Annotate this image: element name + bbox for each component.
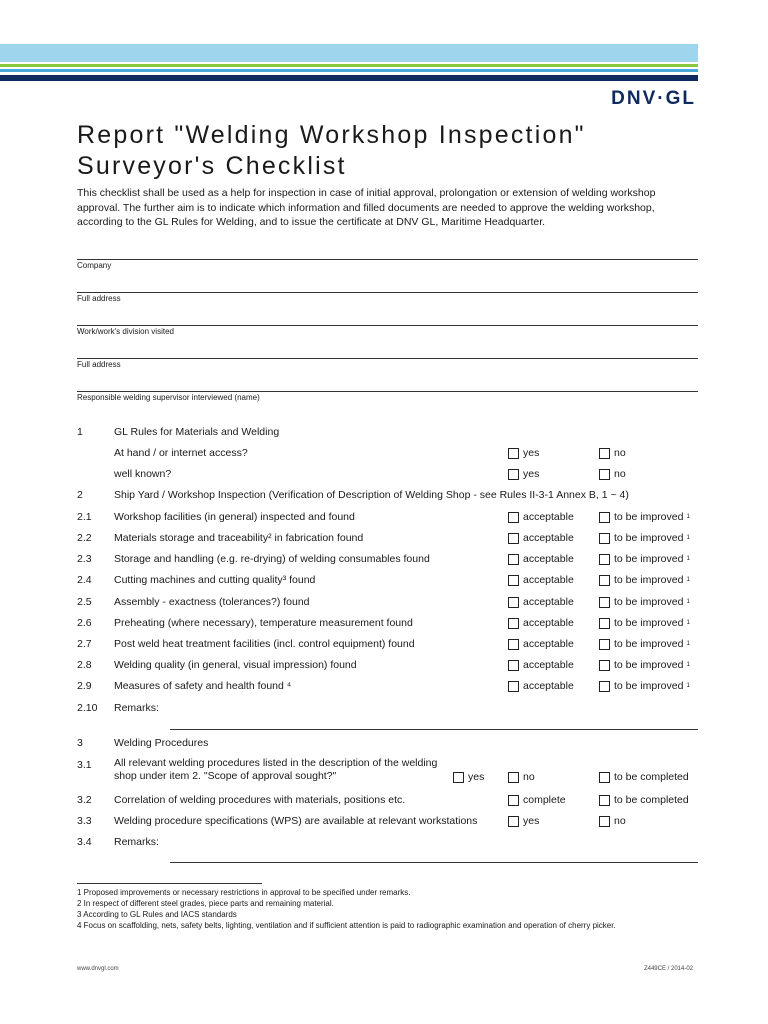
checkbox-square[interactable] xyxy=(599,597,610,608)
checkbox-square[interactable] xyxy=(599,795,610,806)
row-number: 2.6 xyxy=(77,617,92,629)
checkbox-square[interactable] xyxy=(508,469,519,480)
checkbox-acceptable[interactable] xyxy=(508,574,574,587)
row-3-2 xyxy=(77,792,698,808)
footnote-ref: 1 xyxy=(686,683,690,689)
row-label: Post weld heat treatment facilities (incl. control equipment) found xyxy=(114,638,415,650)
option-label: acceptable xyxy=(523,574,574,586)
checkbox-square[interactable] xyxy=(508,448,519,459)
row-number: 3.1 xyxy=(77,759,92,771)
row-label: Assembly - exactness (tolerances?) found xyxy=(114,596,310,608)
row-label: Remarks: xyxy=(114,702,159,714)
row-2-2 xyxy=(77,530,698,546)
row-number: 2.2 xyxy=(77,532,92,544)
checkbox-to-be-improved[interactable] xyxy=(599,638,690,651)
row-at-hand xyxy=(77,445,698,461)
option-label: yes xyxy=(523,447,540,459)
checkbox-square[interactable] xyxy=(599,448,610,459)
header-band-green xyxy=(0,64,698,67)
checkbox-square[interactable] xyxy=(508,816,519,827)
header-band-blue xyxy=(0,69,698,72)
checkbox-acceptable[interactable] xyxy=(508,659,574,672)
footnote-2: 2 In respect of different steel grades, piece parts and remaining material. xyxy=(77,899,334,908)
row-label: Welding procedure specifications (WPS) are available at relevant workstations xyxy=(114,815,478,827)
row-label: Welding quality (in general, visual impression) found xyxy=(114,659,357,671)
checkbox-to-be-improved[interactable] xyxy=(599,553,690,566)
checkbox-acceptable[interactable] xyxy=(508,553,574,566)
field-company[interactable]: Company xyxy=(77,259,698,270)
checkbox-square[interactable] xyxy=(599,533,610,544)
option-label: acceptable xyxy=(523,532,574,544)
checkbox-acceptable[interactable] xyxy=(508,596,574,609)
checkbox-square[interactable] xyxy=(599,618,610,629)
footnote-ref: 1 xyxy=(686,535,690,541)
checkbox-complete[interactable] xyxy=(508,794,566,807)
option-label: to be improved xyxy=(614,553,684,565)
footnote-divider xyxy=(77,883,262,884)
option-label: to be improved xyxy=(614,659,684,671)
checkbox-to-be-improved[interactable] xyxy=(599,596,690,609)
intro-paragraph: This checklist shall be used as a help for inspection in case of initial approval, prolongation or extension of welding workshop approval. The further aim is to indicate which information and filled documents are needed to approve the welding workshop, according to the GL Rules for Welding, and to issue the certificate at DNV GL, Maritime Headquarter. xyxy=(77,187,656,228)
field-welding-supervisor[interactable]: Responsible welding supervisor interviewed (name) xyxy=(77,391,698,402)
row-2-5 xyxy=(77,594,698,610)
checkbox-square[interactable] xyxy=(508,533,519,544)
footnote-ref: 1 xyxy=(686,514,690,520)
option-label: to be completed xyxy=(614,794,689,806)
checkbox-square[interactable] xyxy=(508,772,519,783)
row-number: 2.4 xyxy=(77,574,92,586)
row-2-3 xyxy=(77,551,698,567)
checkbox-to-be-improved[interactable] xyxy=(599,617,690,630)
section-3-heading xyxy=(77,735,698,751)
option-label: acceptable xyxy=(523,553,574,565)
checkbox-square[interactable] xyxy=(599,469,610,480)
section-number: 3 xyxy=(77,737,83,749)
checkbox-square[interactable] xyxy=(599,660,610,671)
option-label: acceptable xyxy=(523,511,574,523)
checkbox-square[interactable] xyxy=(508,795,519,806)
page-title xyxy=(77,120,586,182)
option-label: acceptable xyxy=(523,596,574,608)
option-label: yes xyxy=(468,771,485,783)
option-label: to be improved xyxy=(614,638,684,650)
option-label: no xyxy=(614,468,626,480)
field-full-address[interactable]: Full address xyxy=(77,292,698,303)
row-label-line-1: All relevant welding procedures listed in the description of the welding xyxy=(114,757,438,769)
checkbox-to-be-improved[interactable] xyxy=(599,659,690,672)
row-label xyxy=(114,757,437,783)
footnote-ref: 1 xyxy=(686,662,690,668)
checkbox-yes[interactable] xyxy=(508,468,539,481)
checkbox-to-be-completed[interactable] xyxy=(599,771,689,784)
row-number: 2.8 xyxy=(77,659,92,671)
row-2-1 xyxy=(77,509,698,525)
checkbox-square[interactable] xyxy=(508,618,519,629)
row-label: Measures of safety and health found ⁴ xyxy=(114,680,292,692)
row-number: 2.3 xyxy=(77,553,92,565)
row-2-4 xyxy=(77,572,698,588)
checkbox-yes[interactable] xyxy=(508,447,539,460)
checkbox-no[interactable] xyxy=(599,468,626,481)
row-number: 2.10 xyxy=(77,702,98,714)
row-3-4-remarks xyxy=(77,834,698,850)
footer-doc-code: Z449CE / 2014-02 xyxy=(643,966,693,972)
option-label: no xyxy=(523,771,535,783)
checkbox-square[interactable] xyxy=(599,575,610,586)
checkbox-to-be-improved[interactable] xyxy=(599,532,690,545)
footnote-ref: 1 xyxy=(686,599,690,605)
option-label: no xyxy=(614,815,626,827)
footnote-3: 3 According to GL Rules and IACS standards xyxy=(77,910,237,919)
row-2-9 xyxy=(77,678,698,694)
checkbox-square[interactable] xyxy=(508,639,519,650)
option-label: to be improved xyxy=(614,596,684,608)
checkbox-to-be-improved[interactable] xyxy=(599,511,690,524)
checkbox-square[interactable] xyxy=(508,681,519,692)
row-number: 2.1 xyxy=(77,511,92,523)
option-label: complete xyxy=(523,794,566,806)
checkbox-to-be-improved[interactable] xyxy=(599,680,690,693)
title-line-2: Surveyor's Checklist xyxy=(77,152,347,180)
checkbox-acceptable[interactable] xyxy=(508,638,574,651)
checkbox-no[interactable] xyxy=(599,447,626,460)
footnote-ref: 1 xyxy=(686,556,690,562)
checkbox-yes[interactable] xyxy=(508,815,539,828)
checkbox-square[interactable] xyxy=(508,512,519,523)
row-2-7 xyxy=(77,636,698,652)
option-label: acceptable xyxy=(523,680,574,692)
checkbox-square[interactable] xyxy=(508,575,519,586)
option-label: to be improved xyxy=(614,574,684,586)
section-2-heading xyxy=(77,487,698,503)
section-number: 1 xyxy=(77,426,83,438)
row-2-6 xyxy=(77,615,698,631)
checkbox-acceptable[interactable] xyxy=(508,617,574,630)
option-label: acceptable xyxy=(523,638,574,650)
section-number: 2 xyxy=(77,489,83,501)
row-label: Preheating (where necessary), temperature measurement found xyxy=(114,617,413,629)
remarks-2-input-line[interactable] xyxy=(170,729,698,730)
checkbox-to-be-improved[interactable] xyxy=(599,574,690,587)
row-label: Correlation of welding procedures with materials, positions etc. xyxy=(114,794,406,806)
checkbox-square[interactable] xyxy=(599,554,610,565)
footnote-ref: 1 xyxy=(686,577,690,583)
header-band-light-blue xyxy=(0,44,698,62)
row-label: Workshop facilities (in general) inspected and found xyxy=(114,511,355,523)
remarks-3-input-line[interactable] xyxy=(170,862,698,863)
checkbox-square[interactable] xyxy=(508,660,519,671)
option-label: to be improved xyxy=(614,511,684,523)
row-3-3 xyxy=(77,813,698,829)
option-label: to be improved xyxy=(614,680,684,692)
row-2-10-remarks xyxy=(77,700,698,716)
row-well-known xyxy=(77,466,698,482)
option-label: acceptable xyxy=(523,617,574,629)
checkbox-square[interactable] xyxy=(599,639,610,650)
checkbox-acceptable[interactable] xyxy=(508,511,574,524)
row-number: 2.5 xyxy=(77,596,92,608)
option-label: to be completed xyxy=(614,771,689,783)
option-label: to be improved xyxy=(614,617,684,629)
row-label: Storage and handling (e.g. re-drying) of welding consumables found xyxy=(114,553,430,565)
checkbox-to-be-completed[interactable] xyxy=(599,794,689,807)
option-label: acceptable xyxy=(523,659,574,671)
checkbox-square[interactable] xyxy=(599,681,610,692)
checkbox-yes[interactable] xyxy=(453,771,484,784)
option-label: to be improved xyxy=(614,532,684,544)
row-label: At hand / or internet access? xyxy=(114,447,248,459)
footnote-4: 4 Focus on scaffolding, nets, safety belts, lighting, ventilation and if sufficient attention is paid to radiographic examination and operation of cherry picker. xyxy=(77,921,616,930)
footnote-ref: 1 xyxy=(686,620,690,626)
section-1-heading xyxy=(77,424,698,440)
row-label: Cutting machines and cutting quality³ found xyxy=(114,574,316,586)
checkbox-acceptable[interactable] xyxy=(508,532,574,545)
footer-website: www.dnvgl.com xyxy=(77,966,119,972)
title-line-1: Report "Welding Workshop Inspection" xyxy=(77,121,586,149)
row-number: 2.7 xyxy=(77,638,92,650)
section-title: Ship Yard / Workshop Inspection (Verification of Description of Welding Shop - see Rules II-3-1 Annex B, 1 ~ 4) xyxy=(114,489,629,501)
section-title: GL Rules for Materials and Welding xyxy=(114,426,280,438)
checkbox-square[interactable] xyxy=(508,554,519,565)
checkbox-square[interactable] xyxy=(599,772,610,783)
checkbox-square[interactable] xyxy=(599,512,610,523)
row-label-line-2: shop under item 2. "Scope of approval sought?" xyxy=(114,770,337,782)
section-title: Welding Procedures xyxy=(114,737,209,749)
row-number: 3.2 xyxy=(77,794,92,806)
option-label: yes xyxy=(523,468,540,480)
row-number: 3.3 xyxy=(77,815,92,827)
row-number: 2.9 xyxy=(77,680,92,692)
checkbox-no[interactable] xyxy=(508,771,535,784)
field-full-address-2[interactable]: Full address xyxy=(77,358,698,369)
checkbox-no[interactable] xyxy=(599,815,626,828)
footnote-1: 1 Proposed improvements or necessary restrictions in approval to be specified under remarks. xyxy=(77,888,411,897)
row-label: Materials storage and traceability² in fabrication found xyxy=(114,532,364,544)
company-logo: DNV·GL xyxy=(611,88,696,109)
row-label: well known? xyxy=(114,468,172,480)
checkbox-square[interactable] xyxy=(599,816,610,827)
row-3-1 xyxy=(77,757,698,787)
field-division-visited[interactable]: Work/work's division visited xyxy=(77,325,698,336)
row-number: 3.4 xyxy=(77,836,92,848)
row-2-8 xyxy=(77,657,698,673)
checkbox-square[interactable] xyxy=(508,597,519,608)
row-label: Remarks: xyxy=(114,836,159,848)
checkbox-acceptable[interactable] xyxy=(508,680,574,693)
option-label: no xyxy=(614,447,626,459)
footnote-ref: 1 xyxy=(686,641,690,647)
option-label: yes xyxy=(523,815,540,827)
checkbox-square[interactable] xyxy=(453,772,464,783)
header-band-navy xyxy=(0,75,698,81)
